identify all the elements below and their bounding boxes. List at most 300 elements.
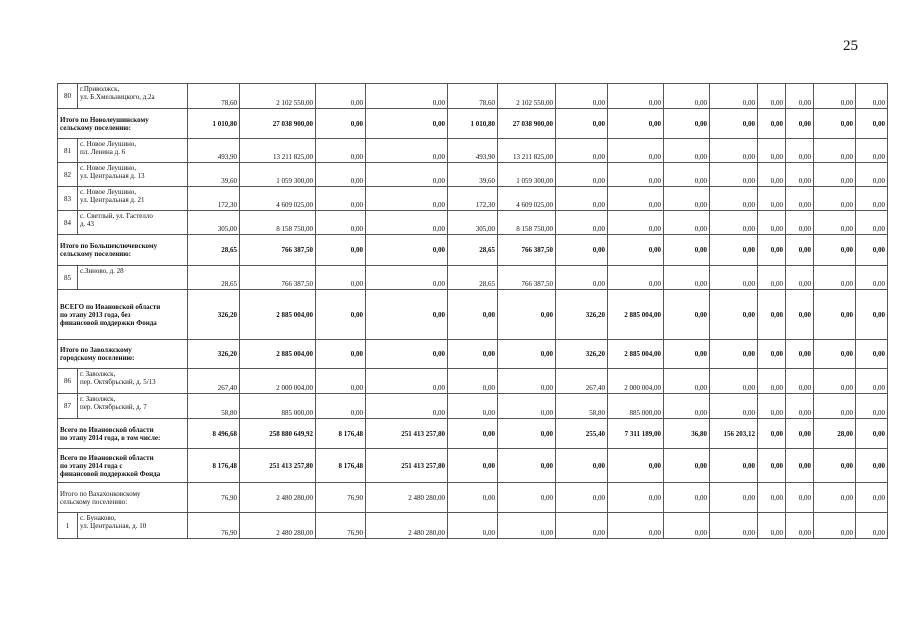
value-cell: 2 480 280,00	[240, 483, 316, 513]
value-cell: 0,00	[664, 340, 710, 369]
address-line: с. Новое Леушино,	[80, 164, 137, 172]
subtotal-label-line: ВСЕГО по Ивановской области	[60, 302, 161, 311]
value-cell: 0,00	[366, 235, 448, 266]
subtotal-label-line: финансовой поддержкой Фонда	[60, 469, 161, 478]
value-cell: 0,00	[316, 235, 366, 266]
value-cell: 0,00	[366, 139, 448, 163]
address-line: ул. Центральная, д. 10	[80, 522, 147, 530]
value-cell: 0,00	[608, 139, 664, 163]
value-cell: 0,00	[814, 369, 856, 394]
value-cell: 0,00	[786, 513, 814, 539]
value-cell: 0,00	[758, 419, 786, 449]
value-cell: 58,80	[188, 394, 240, 419]
value-cell: 0,00	[856, 187, 888, 211]
value-cell: 28,00	[814, 419, 856, 449]
value-cell: 0,00	[786, 266, 814, 290]
subtotal-label	[58, 235, 188, 266]
value-cell: 766 387,50	[498, 235, 556, 266]
value-cell: 0,00	[556, 109, 608, 139]
value-cell: 0,00	[758, 266, 786, 290]
value-cell: 0,00	[710, 109, 758, 139]
value-cell: 0,00	[366, 211, 448, 235]
table-row	[58, 139, 888, 163]
value-cell: 0,00	[786, 163, 814, 187]
value-cell: 0,00	[758, 369, 786, 394]
value-cell: 8 176,48	[316, 449, 366, 483]
subtotal-label-line: сельскому поселению:	[60, 250, 131, 258]
value-cell: 0,00	[814, 235, 856, 266]
row-number: 84	[58, 211, 78, 235]
value-cell: 2 102 550,00	[240, 84, 316, 109]
row-number: 80	[58, 84, 78, 109]
value-cell: 0,00	[556, 235, 608, 266]
value-cell: 76,90	[316, 513, 366, 539]
value-cell: 251 413 257,80	[240, 449, 316, 483]
value-cell: 27 038 900,00	[498, 109, 556, 139]
value-cell: 0,00	[758, 340, 786, 369]
address-cell	[78, 139, 188, 163]
value-cell: 0,00	[498, 369, 556, 394]
value-cell: 0,00	[710, 483, 758, 513]
value-cell: 0,00	[710, 513, 758, 539]
subtotal-row	[58, 235, 888, 266]
value-cell: 0,00	[556, 84, 608, 109]
value-cell: 0,00	[316, 211, 366, 235]
value-cell: 0,00	[856, 211, 888, 235]
value-cell: 0,00	[664, 163, 710, 187]
address-line: г. Заволжск,	[80, 370, 116, 378]
value-cell: 2 000 004,00	[608, 369, 664, 394]
value-cell: 0,00	[758, 394, 786, 419]
value-cell: 0,00	[366, 109, 448, 139]
value-cell: 8 158 750,00	[498, 211, 556, 235]
value-cell: 0,00	[366, 84, 448, 109]
value-cell: 0,00	[448, 394, 498, 419]
value-cell: 8 176,48	[188, 449, 240, 483]
value-cell: 0,00	[786, 419, 814, 449]
value-cell: 0,00	[786, 109, 814, 139]
value-cell: 326,20	[188, 290, 240, 340]
value-cell: 78,60	[188, 84, 240, 109]
address-cell	[78, 187, 188, 211]
value-cell: 1 010,80	[188, 109, 240, 139]
value-cell: 0,00	[498, 340, 556, 369]
subtotal-label-line: по этапу 2014 года с	[60, 461, 123, 470]
value-cell: 0,00	[758, 513, 786, 539]
value-cell: 0,00	[856, 109, 888, 139]
value-cell: 8 496,68	[188, 419, 240, 449]
address-line: д. 43	[80, 220, 95, 228]
value-cell: 0,00	[814, 211, 856, 235]
value-cell: 58,80	[556, 394, 608, 419]
value-cell: 0,00	[366, 290, 448, 340]
address-line: с. Новое Леушино,	[80, 188, 137, 196]
value-cell: 0,00	[856, 394, 888, 419]
value-cell: 0,00	[856, 139, 888, 163]
value-cell: 0,00	[664, 369, 710, 394]
subtotal-label-line: сельскому поселению:	[60, 497, 128, 506]
row-number: 83	[58, 187, 78, 211]
value-cell: 0,00	[664, 449, 710, 483]
value-cell: 0,00	[316, 163, 366, 187]
subtotal-label-line: Всего по Ивановской области	[60, 425, 154, 434]
value-cell: 0,00	[814, 394, 856, 419]
value-cell: 0,00	[758, 290, 786, 340]
value-cell: 36,80	[664, 419, 710, 449]
value-cell: 0,00	[758, 109, 786, 139]
subtotal-label-line: по этапу 2013 года, без	[60, 310, 131, 319]
value-cell: 0,00	[498, 419, 556, 449]
value-cell: 0,00	[814, 513, 856, 539]
value-cell: 0,00	[448, 419, 498, 449]
value-cell: 0,00	[664, 290, 710, 340]
value-cell: 0,00	[366, 266, 448, 290]
value-cell: 255,40	[556, 419, 608, 449]
value-cell: 0,00	[710, 290, 758, 340]
value-cell: 0,00	[664, 394, 710, 419]
value-cell: 0,00	[608, 513, 664, 539]
value-cell: 78,60	[448, 84, 498, 109]
subtotal-label-line: Итого по Вахахонковскому	[60, 489, 141, 498]
value-cell: 251 413 257,80	[366, 419, 448, 449]
value-cell: 0,00	[856, 290, 888, 340]
value-cell: 2 885 004,00	[240, 290, 316, 340]
value-cell: 0,00	[664, 235, 710, 266]
subtotal-row	[58, 290, 888, 340]
value-cell: 0,00	[556, 483, 608, 513]
value-cell: 2 480 280,00	[240, 513, 316, 539]
value-cell: 0,00	[608, 483, 664, 513]
value-cell: 885 000,00	[240, 394, 316, 419]
value-cell: 0,00	[448, 369, 498, 394]
address-line: ул. Б.Хмельницкого, д.2а	[80, 93, 155, 101]
address-cell	[78, 211, 188, 235]
value-cell: 0,00	[448, 449, 498, 483]
value-cell: 0,00	[786, 84, 814, 109]
value-cell: 0,00	[710, 369, 758, 394]
address-line: ул. Центральная д. 21	[80, 196, 145, 204]
value-cell: 0,00	[814, 187, 856, 211]
row-number: 87	[58, 394, 78, 419]
value-cell: 885 000,00	[608, 394, 664, 419]
value-cell: 0,00	[366, 163, 448, 187]
value-cell: 0,00	[710, 163, 758, 187]
address-line: ул. Центральная д. 13	[80, 172, 145, 180]
value-cell: 0,00	[608, 163, 664, 187]
value-cell: 1 010,80	[448, 109, 498, 139]
subtotal-label	[58, 109, 188, 139]
value-cell: 0,00	[556, 266, 608, 290]
value-cell: 0,00	[814, 109, 856, 139]
value-cell: 2 885 004,00	[608, 340, 664, 369]
page-number: 25	[843, 38, 858, 54]
value-cell: 39,60	[448, 163, 498, 187]
address-line: с. Бунаково,	[80, 514, 116, 522]
address-line: с.Зиново, д. 28	[80, 267, 124, 275]
value-cell: 28,65	[188, 266, 240, 290]
value-cell: 0,00	[366, 369, 448, 394]
address-line: г. Заволжск,	[80, 395, 116, 403]
value-cell: 28,65	[448, 266, 498, 290]
value-cell: 0,00	[856, 84, 888, 109]
subtotal-label	[58, 340, 188, 369]
value-cell: 0,00	[664, 513, 710, 539]
value-cell: 0,00	[758, 211, 786, 235]
value-cell: 76,90	[188, 483, 240, 513]
value-cell: 305,00	[188, 211, 240, 235]
value-cell: 0,00	[786, 369, 814, 394]
value-cell: 0,00	[448, 340, 498, 369]
value-cell: 326,20	[556, 290, 608, 340]
value-cell: 0,00	[556, 163, 608, 187]
value-cell: 0,00	[608, 84, 664, 109]
value-cell: 2 000 004,00	[240, 369, 316, 394]
address-cell	[78, 266, 188, 290]
address-cell	[78, 84, 188, 109]
subtotal-row	[58, 340, 888, 369]
value-cell: 2 480 280,00	[366, 483, 448, 513]
table-row	[58, 394, 888, 419]
value-cell: 0,00	[814, 340, 856, 369]
value-cell: 0,00	[664, 211, 710, 235]
row-number: 86	[58, 369, 78, 394]
value-cell: 39,60	[188, 163, 240, 187]
table-row	[58, 187, 888, 211]
value-cell: 326,20	[556, 340, 608, 369]
subtotal-label-line: сельскому поселению:	[60, 123, 131, 132]
value-cell: 4 609 025,00	[498, 187, 556, 211]
subtotal-label-line: Итого по Большеключевскому	[60, 242, 158, 250]
value-cell: 0,00	[608, 235, 664, 266]
subtotal-label-line: финансовой поддержки Фонда	[60, 318, 157, 327]
value-cell: 0,00	[710, 139, 758, 163]
row-number: 85	[58, 266, 78, 290]
row-number: 1	[58, 513, 78, 539]
value-cell: 0,00	[856, 235, 888, 266]
value-cell: 493,90	[448, 139, 498, 163]
value-cell: 0,00	[758, 163, 786, 187]
value-cell: 0,00	[856, 340, 888, 369]
value-cell: 0,00	[498, 483, 556, 513]
value-cell: 0,00	[556, 449, 608, 483]
value-cell: 0,00	[786, 211, 814, 235]
value-cell: 305,00	[448, 211, 498, 235]
table-row	[58, 369, 888, 394]
value-cell: 258 880 649,92	[240, 419, 316, 449]
value-cell: 28,65	[188, 235, 240, 266]
value-cell: 0,00	[814, 84, 856, 109]
table-body	[58, 84, 888, 539]
subtotal-label-line: по этапу 2014 года, в том числе:	[60, 433, 161, 442]
value-cell: 0,00	[608, 449, 664, 483]
row-number: 82	[58, 163, 78, 187]
value-cell: 0,00	[366, 340, 448, 369]
address-line: г.Приволжск,	[80, 85, 120, 93]
value-cell: 4 609 025,00	[240, 187, 316, 211]
value-cell: 0,00	[814, 163, 856, 187]
value-cell: 0,00	[710, 211, 758, 235]
value-cell: 0,00	[786, 340, 814, 369]
value-cell: 0,00	[664, 139, 710, 163]
value-cell: 766 387,50	[240, 266, 316, 290]
value-cell: 0,00	[814, 449, 856, 483]
value-cell: 0,00	[814, 290, 856, 340]
value-cell: 172,30	[188, 187, 240, 211]
subtotal-row	[58, 483, 888, 513]
value-cell: 0,00	[316, 187, 366, 211]
value-cell: 0,00	[710, 235, 758, 266]
value-cell: 0,00	[758, 84, 786, 109]
address-cell	[78, 369, 188, 394]
value-cell: 0,00	[664, 266, 710, 290]
value-cell: 0,00	[316, 84, 366, 109]
value-cell: 0,00	[786, 187, 814, 211]
address-line: пл. Ленина д. 6	[80, 148, 126, 156]
value-cell: 0,00	[856, 266, 888, 290]
value-cell: 0,00	[758, 187, 786, 211]
value-cell: 0,00	[814, 266, 856, 290]
row-number: 81	[58, 139, 78, 163]
value-cell: 0,00	[814, 483, 856, 513]
subtotal-label-line: Итого по Новолеушинскому	[60, 115, 149, 124]
value-cell: 2 885 004,00	[240, 340, 316, 369]
value-cell: 28,65	[448, 235, 498, 266]
value-cell: 0,00	[786, 290, 814, 340]
value-cell: 0,00	[856, 513, 888, 539]
value-cell: 2 102 550,00	[498, 84, 556, 109]
address-line: с. Светлый, ул. Гастелло	[80, 212, 153, 220]
value-cell: 0,00	[556, 513, 608, 539]
value-cell: 0,00	[856, 369, 888, 394]
subtotal-label-line: Итого по Заволжскому	[60, 346, 132, 354]
value-cell: 0,00	[710, 84, 758, 109]
subtotal-row	[58, 449, 888, 483]
value-cell: 76,90	[316, 483, 366, 513]
table-row	[58, 266, 888, 290]
value-cell: 0,00	[498, 513, 556, 539]
value-cell: 0,00	[786, 449, 814, 483]
value-cell: 156 203,12	[710, 419, 758, 449]
value-cell: 0,00	[710, 340, 758, 369]
table-row	[58, 163, 888, 187]
table-row	[58, 84, 888, 109]
subtotal-row	[58, 109, 888, 139]
value-cell: 0,00	[664, 84, 710, 109]
value-cell: 0,00	[710, 394, 758, 419]
address-cell	[78, 513, 188, 539]
value-cell: 0,00	[710, 266, 758, 290]
value-cell: 8 158 750,00	[240, 211, 316, 235]
value-cell: 0,00	[498, 290, 556, 340]
value-cell: 326,20	[188, 340, 240, 369]
value-cell: 76,90	[188, 513, 240, 539]
value-cell: 0,00	[786, 139, 814, 163]
subtotal-label	[58, 449, 188, 483]
housing-fund-table	[57, 83, 888, 539]
value-cell: 0,00	[758, 235, 786, 266]
value-cell: 0,00	[316, 290, 366, 340]
value-cell: 267,40	[556, 369, 608, 394]
subtotal-label-line: Всего по Ивановской области	[60, 453, 154, 462]
value-cell: 2 885 004,00	[608, 290, 664, 340]
value-cell: 0,00	[758, 483, 786, 513]
address-cell	[78, 394, 188, 419]
value-cell: 0,00	[316, 139, 366, 163]
value-cell: 0,00	[608, 187, 664, 211]
value-cell: 8 176,48	[316, 419, 366, 449]
value-cell: 0,00	[664, 187, 710, 211]
value-cell: 0,00	[856, 483, 888, 513]
value-cell: 0,00	[608, 211, 664, 235]
value-cell: 0,00	[786, 483, 814, 513]
value-cell: 1 059 300,00	[240, 163, 316, 187]
address-line: пер. Октябрьский, д. 5/13	[80, 378, 156, 386]
value-cell: 251 413 257,80	[366, 449, 448, 483]
value-cell: 0,00	[556, 139, 608, 163]
value-cell: 0,00	[316, 266, 366, 290]
value-cell: 0,00	[366, 394, 448, 419]
address-line: с. Новое Леушино,	[80, 140, 137, 148]
table-row	[58, 211, 888, 235]
address-cell	[78, 163, 188, 187]
address-line: пер. Октябрьский, д. 7	[80, 403, 147, 411]
subtotal-label-line: городскому поселению:	[60, 354, 135, 362]
value-cell: 0,00	[786, 394, 814, 419]
value-cell: 13 211 825,00	[240, 139, 316, 163]
value-cell: 27 038 900,00	[240, 109, 316, 139]
value-cell: 0,00	[664, 109, 710, 139]
value-cell: 0,00	[608, 266, 664, 290]
value-cell: 0,00	[498, 449, 556, 483]
value-cell: 0,00	[710, 187, 758, 211]
value-cell: 2 480 280,00	[366, 513, 448, 539]
value-cell: 0,00	[448, 290, 498, 340]
value-cell: 0,00	[498, 394, 556, 419]
value-cell: 0,00	[856, 449, 888, 483]
value-cell: 0,00	[814, 139, 856, 163]
value-cell: 766 387,50	[498, 266, 556, 290]
value-cell: 172,30	[448, 187, 498, 211]
value-cell: 267,40	[188, 369, 240, 394]
value-cell: 0,00	[556, 211, 608, 235]
table-row	[58, 513, 888, 539]
value-cell: 0,00	[448, 483, 498, 513]
value-cell: 0,00	[556, 187, 608, 211]
value-cell: 1 059 300,00	[498, 163, 556, 187]
value-cell: 0,00	[856, 419, 888, 449]
value-cell: 0,00	[608, 109, 664, 139]
subtotal-label	[58, 419, 188, 449]
value-cell: 7 311 189,00	[608, 419, 664, 449]
value-cell: 0,00	[710, 449, 758, 483]
value-cell: 0,00	[316, 340, 366, 369]
value-cell: 0,00	[316, 394, 366, 419]
value-cell: 0,00	[448, 513, 498, 539]
value-cell: 0,00	[664, 483, 710, 513]
value-cell: 0,00	[316, 109, 366, 139]
value-cell: 13 211 825,00	[498, 139, 556, 163]
subtotal-label	[58, 290, 188, 340]
value-cell: 493,90	[188, 139, 240, 163]
value-cell: 0,00	[366, 187, 448, 211]
value-cell: 0,00	[856, 163, 888, 187]
value-cell: 0,00	[758, 139, 786, 163]
subtotal-row	[58, 419, 888, 449]
value-cell: 0,00	[316, 369, 366, 394]
value-cell: 0,00	[786, 235, 814, 266]
value-cell: 0,00	[758, 449, 786, 483]
value-cell: 766 387,50	[240, 235, 316, 266]
